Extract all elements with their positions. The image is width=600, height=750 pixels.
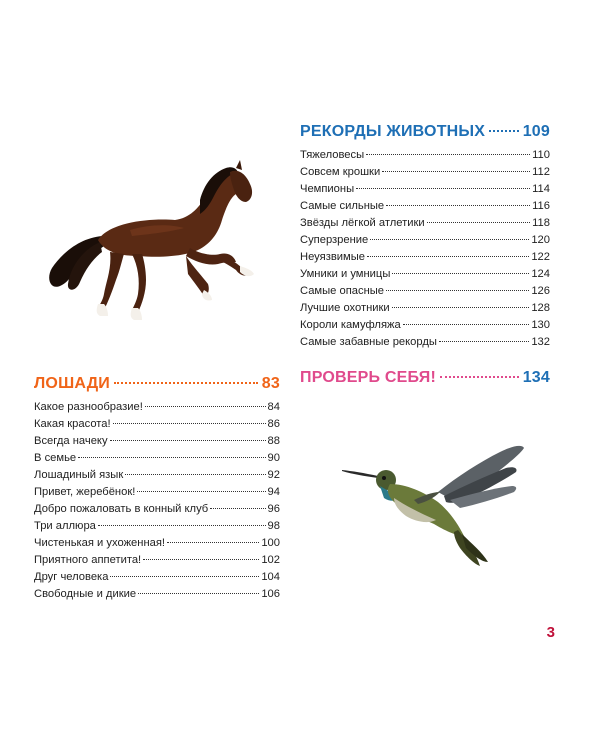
- toc-entry-page: 116: [532, 200, 550, 212]
- toc-entry-dots: [137, 491, 265, 492]
- toc-entry[interactable]: [34, 586, 280, 603]
- toc-entry-page: 120: [531, 234, 550, 246]
- toc-entry-dots: [125, 474, 265, 475]
- horses-list: [34, 399, 280, 603]
- toc-entry[interactable]: [34, 501, 280, 518]
- toc-entry-label: Три аллюра: [34, 520, 96, 532]
- toc-entry-dots: [110, 576, 259, 577]
- toc-entry-dots: [367, 256, 529, 257]
- toc-entry-dots: [403, 324, 530, 325]
- toc-entry-page: 126: [531, 285, 550, 297]
- toc-entry-label: В семье: [34, 452, 77, 464]
- toc-entry[interactable]: [300, 164, 550, 181]
- toc-entry-dots: [386, 205, 530, 206]
- records-list: [300, 147, 550, 351]
- toc-entry-page: 106: [261, 588, 280, 600]
- toc-entry-label: Тяжеловесы: [300, 149, 365, 161]
- check-section: [300, 369, 550, 387]
- toc-entry-dots: [98, 525, 266, 526]
- toc-entry-dots: [143, 559, 259, 560]
- toc-entry-label: Суперзрение: [300, 234, 369, 246]
- toc-entry-page: 104: [261, 571, 280, 583]
- toc-entry-page: 124: [531, 268, 550, 280]
- toc-entry-dots: [110, 440, 266, 441]
- toc-entry[interactable]: [34, 467, 280, 484]
- records-section: [300, 123, 550, 351]
- toc-entry-page: 98: [267, 520, 280, 532]
- toc-entry-label: Лошадиный язык: [34, 469, 124, 481]
- toc-entry-label: Умники и умницы: [300, 268, 391, 280]
- page-number: 3: [546, 624, 555, 641]
- toc-entry-page: 90: [267, 452, 280, 464]
- toc-entry[interactable]: [300, 266, 550, 283]
- toc-entry-label: Короли камуфляжа: [300, 319, 401, 331]
- toc-entry-page: 132: [531, 336, 550, 348]
- horse-illustration: [40, 158, 255, 323]
- toc-entry-page: 84: [267, 401, 280, 413]
- toc-entry-page: 92: [267, 469, 280, 481]
- horses-title-text: ЛОШАДИ: [34, 375, 110, 392]
- toc-entry-label: Самые забавные рекорды: [300, 336, 437, 348]
- toc-entry[interactable]: [300, 198, 550, 215]
- toc-entry-label: Приятного аппетита!: [34, 554, 142, 566]
- toc-entry[interactable]: [300, 317, 550, 334]
- toc-entry[interactable]: [34, 484, 280, 501]
- toc-entry-page: 128: [531, 302, 550, 314]
- toc-entry-label: Друг человека: [34, 571, 109, 583]
- toc-entry-page: 96: [267, 503, 280, 515]
- toc-entry-dots: [210, 508, 265, 509]
- toc-entry[interactable]: [34, 518, 280, 535]
- check-title[interactable]: [300, 369, 550, 387]
- toc-entry-label: Неуязвимые: [300, 251, 365, 263]
- toc-entry[interactable]: [300, 334, 550, 351]
- horses-title-dots: [114, 382, 258, 384]
- toc-entry-label: Совсем крошки: [300, 166, 381, 178]
- toc-entry[interactable]: [300, 249, 550, 266]
- toc-entry[interactable]: [300, 283, 550, 300]
- toc-entry-page: 114: [532, 183, 550, 195]
- records-title-page: 109: [522, 123, 550, 140]
- toc-entry-dots: [356, 188, 530, 189]
- toc-entry-page: 122: [531, 251, 550, 263]
- toc-entry-page: 118: [532, 217, 550, 229]
- toc-entry-label: Привет, жеребёнок!: [34, 486, 136, 498]
- toc-entry-label: Чистенькая и ухоженная!: [34, 537, 166, 549]
- toc-entry-dots: [138, 593, 259, 594]
- toc-entry-page: 102: [261, 554, 280, 566]
- toc-entry-label: Всегда начеку: [34, 435, 108, 447]
- check-title-text: ПРОВЕРЬ СЕБЯ!: [300, 369, 437, 386]
- records-title-dots: [489, 130, 519, 132]
- toc-entry-page: 130: [531, 319, 550, 331]
- toc-entry-dots: [386, 290, 529, 291]
- toc-entry-page: 94: [267, 486, 280, 498]
- toc-entry[interactable]: [34, 416, 280, 433]
- hummingbird-illustration: [340, 440, 530, 585]
- toc-entry[interactable]: [300, 181, 550, 198]
- toc-entry-label: Самые опасные: [300, 285, 385, 297]
- toc-entry-dots: [392, 273, 529, 274]
- toc-entry-page: 88: [267, 435, 280, 447]
- toc-entry[interactable]: [300, 232, 550, 249]
- toc-entry-label: Лучшие охотники: [300, 302, 390, 314]
- toc-entry-label: Добро пожаловать в конный клуб: [34, 503, 209, 515]
- records-title[interactable]: [300, 123, 550, 141]
- toc-entry-page: 86: [267, 418, 280, 430]
- toc-entry-label: Какое разнообразие!: [34, 401, 143, 413]
- horses-title-page: 83: [261, 375, 280, 392]
- toc-entry-label: Свободные и дикие: [34, 588, 137, 600]
- toc-entry-page: 110: [532, 149, 550, 161]
- check-title-page: 134: [522, 369, 550, 386]
- check-title-dots: [440, 376, 519, 378]
- toc-entry-dots: [113, 423, 266, 424]
- toc-entry-page: 100: [261, 537, 280, 549]
- horses-section: [34, 375, 280, 603]
- toc-entry-dots: [439, 341, 529, 342]
- toc-entry-dots: [427, 222, 530, 223]
- toc-entry-dots: [145, 406, 266, 407]
- toc-entry[interactable]: [34, 450, 280, 467]
- toc-entry[interactable]: [300, 215, 550, 232]
- toc-entry[interactable]: [34, 433, 280, 450]
- toc-entry-page: 112: [532, 166, 550, 178]
- toc-entry-label: Самые сильные: [300, 200, 385, 212]
- records-title-text: РЕКОРДЫ ЖИВОТНЫХ: [300, 123, 486, 140]
- toc-entry-dots: [370, 239, 529, 240]
- toc-entry[interactable]: [34, 569, 280, 586]
- toc-entry[interactable]: [34, 535, 280, 552]
- horses-title[interactable]: [34, 375, 280, 393]
- toc-entry[interactable]: [300, 300, 550, 317]
- toc-entry[interactable]: [34, 552, 280, 569]
- toc-entry-label: Чемпионы: [300, 183, 355, 195]
- toc-entry-label: Какая красота!: [34, 418, 111, 430]
- toc-entry-label: Звёзды лёгкой атлетики: [300, 217, 425, 229]
- toc-entry[interactable]: [34, 399, 280, 416]
- toc-entry-dots: [382, 171, 530, 172]
- toc-entry-dots: [78, 457, 265, 458]
- toc-entry[interactable]: [300, 147, 550, 164]
- toc-entry-dots: [366, 154, 530, 155]
- toc-entry-dots: [392, 307, 530, 308]
- toc-entry-dots: [167, 542, 259, 543]
